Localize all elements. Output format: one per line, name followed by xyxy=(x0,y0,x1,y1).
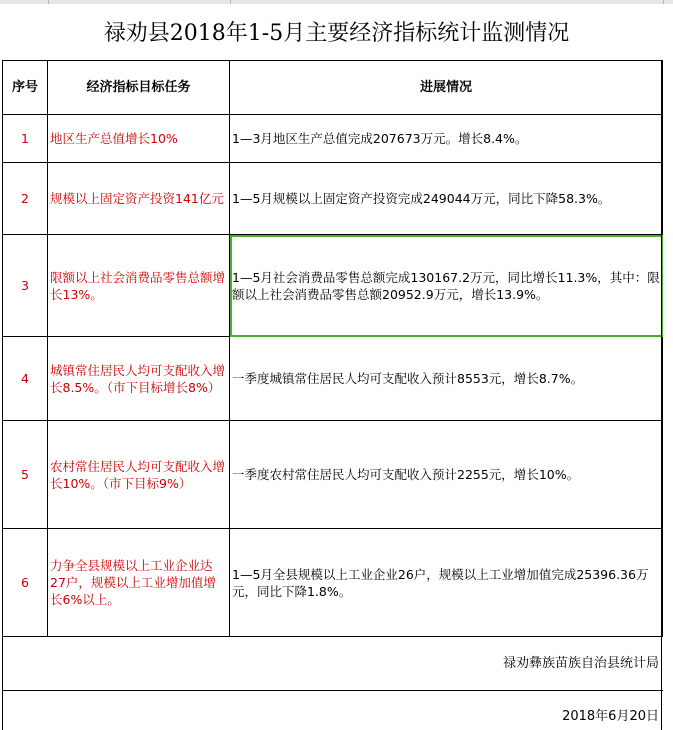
row-num[interactable]: 4 xyxy=(3,337,48,421)
table-row xyxy=(3,421,663,529)
footer-divider xyxy=(2,690,663,691)
table-row xyxy=(3,115,663,163)
row-progress[interactable]: 1—5月规模以上固定资产投资完成249044万元，同比下降58.3%。 xyxy=(230,163,663,235)
row-progress[interactable]: 一季度农村常住居民人均可支配收入预计2255元，增长10%。 xyxy=(230,421,663,529)
header-task[interactable]: 经济指标目标任务 xyxy=(48,61,230,115)
header-progress[interactable]: 进展情况 xyxy=(230,61,663,115)
table-row xyxy=(3,529,663,637)
row-task[interactable]: 规模以上固定资产投资141亿元 xyxy=(48,163,230,235)
row-progress[interactable]: 1—5月全县规模以上工业企业26户，规模以上工业增加值完成25396.36万元，同比下降1.8%。 xyxy=(230,529,663,637)
row-task[interactable]: 力争全县规模以上工业企业达27户，规模以上工业增加值增长6%以上。 xyxy=(48,529,230,637)
row-num[interactable]: 3 xyxy=(3,235,48,337)
header-num[interactable]: 序号 xyxy=(3,61,48,115)
row-progress[interactable]: 1—3月地区生产总值完成207673万元。增长8.4%。 xyxy=(230,115,663,163)
row-num[interactable]: 2 xyxy=(3,163,48,235)
page-title: 禄劝县2018年1-5月主要经济指标统计监测情况 xyxy=(103,21,570,46)
source-label[interactable]: 禄劝彝族苗族自治县统计局 xyxy=(502,656,659,671)
table-header-row xyxy=(3,61,663,115)
date-label[interactable]: 2018年6月20日 xyxy=(562,709,659,724)
table-row-selected xyxy=(3,235,663,337)
row-task[interactable]: 城镇常住居民人均可支配收入增长8.5%。（市下目标增长8%） xyxy=(48,337,230,421)
row-task[interactable]: 地区生产总值增长10% xyxy=(48,115,230,163)
row-progress[interactable]: 一季度城镇常住居民人均可支配收入预计8553元，增长8.7%。 xyxy=(230,337,663,421)
row-num[interactable]: 6 xyxy=(3,529,48,637)
row-task[interactable]: 农村常住居民人均可支配收入增长10%。（市下目标9%） xyxy=(48,421,230,529)
table-row xyxy=(3,337,663,421)
table-row xyxy=(3,163,663,235)
row-task[interactable]: 限额以上社会消费品零售总额增长13%。 xyxy=(48,235,230,337)
indicator-table xyxy=(2,60,663,637)
row-num[interactable]: 5 xyxy=(3,421,48,529)
column-header-strip xyxy=(0,0,673,4)
row-num[interactable]: 1 xyxy=(3,115,48,163)
row-progress-selected-cell[interactable]: 1—5月社会消费品零售总额完成130167.2万元，同比增长11.3%，其中：限额以上社会消费品零售总额20952.9万元，增长13.9%。 xyxy=(230,235,663,337)
